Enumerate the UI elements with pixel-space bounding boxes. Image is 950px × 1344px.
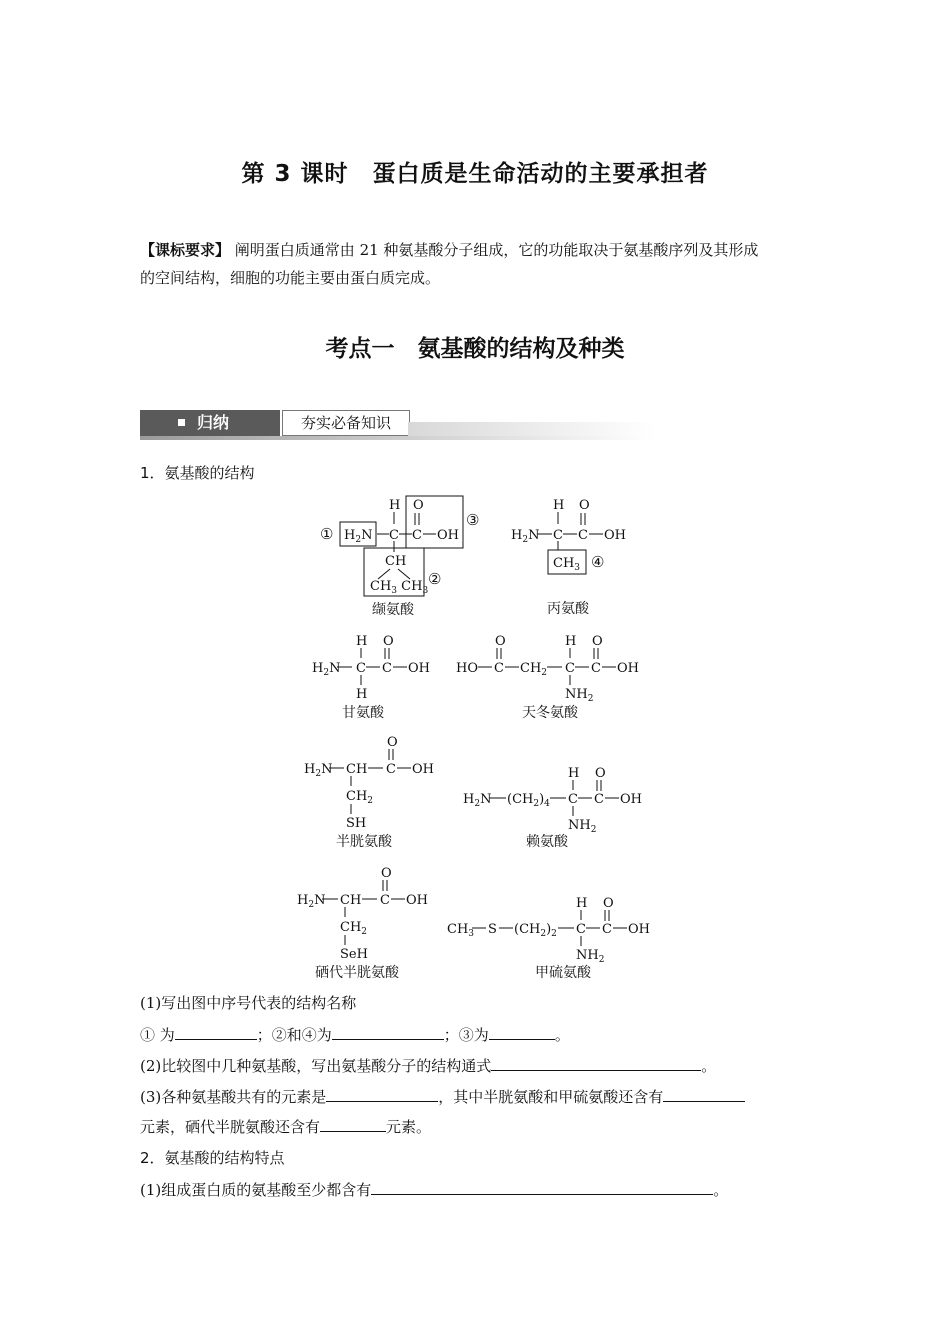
page-title: 第 3 课时 蛋白质是生命活动的主要承担者 bbox=[241, 161, 709, 187]
svg-text:CH3 CH3: $CH_3$ $CH_3$ bbox=[370, 579, 429, 596]
svg-text:OH: OH bbox=[406, 893, 428, 908]
svg-text:O: O bbox=[413, 498, 424, 513]
question-2 bbox=[140, 1056, 716, 1076]
svg-text:(CH2)4: $(CH_2)_4$ bbox=[507, 792, 550, 809]
requirement-text-line1: 阐明蛋白质通常由 21 种氨基酸分子组成，它的功能取决于氨基酸序列及其形成 bbox=[234, 241, 759, 259]
valine-structure bbox=[320, 496, 479, 618]
q1-label-b: ；②和④为 bbox=[256, 1026, 332, 1044]
svg-text:O: O bbox=[579, 498, 590, 513]
marker-3: ③ bbox=[466, 511, 480, 529]
aspartate-structure bbox=[456, 634, 639, 721]
section-2-heading: 2．氨基酸的结构特点 bbox=[140, 1149, 285, 1167]
blank-8[interactable] bbox=[371, 1180, 713, 1195]
svg-text:O: O bbox=[381, 866, 392, 881]
banner-dark-label: 归纳 bbox=[197, 413, 230, 432]
svg-text:H: H bbox=[389, 498, 401, 513]
section-1-heading: 1．氨基酸的结构 bbox=[140, 464, 255, 482]
marker-1: ① bbox=[320, 525, 334, 543]
svg-text:NH2: $NH_2$ bbox=[568, 818, 597, 835]
blank-1[interactable] bbox=[175, 1025, 257, 1040]
aspartate-caption: 天冬氨酸 bbox=[522, 705, 578, 721]
svg-text:C: C bbox=[494, 661, 504, 676]
svg-text:O: O bbox=[495, 634, 506, 649]
svg-text:C: C bbox=[565, 661, 575, 676]
q3-label: (3)各种氨基酸共有的元素是 bbox=[140, 1088, 327, 1106]
svg-text:H: H bbox=[356, 634, 368, 649]
svg-text:H: H bbox=[356, 687, 368, 702]
question-3-line2 bbox=[140, 1117, 431, 1137]
svg-text:O: O bbox=[387, 735, 398, 750]
banner-light-label: 夯实必备知识 bbox=[282, 410, 410, 436]
curriculum-requirement bbox=[140, 236, 820, 292]
svg-text:H: H bbox=[565, 634, 577, 649]
svg-text:O: O bbox=[603, 896, 614, 911]
svg-text:SH: SH bbox=[346, 816, 367, 831]
blank-3[interactable] bbox=[489, 1025, 555, 1040]
svg-text:H2N: $H_2N$ bbox=[344, 528, 373, 545]
svg-text:HO: HO bbox=[456, 661, 478, 676]
q1-label-a: ① 为 bbox=[140, 1026, 175, 1044]
q1-label-c: ；③为 bbox=[443, 1026, 489, 1044]
svg-text:CH3: $CH_3$ bbox=[553, 556, 581, 573]
alanine-caption: 丙氨酸 bbox=[547, 601, 589, 617]
selenocysteine-caption: 硒代半胱氨酸 bbox=[315, 965, 399, 981]
svg-text:H: H bbox=[576, 896, 588, 911]
svg-text:C: C bbox=[382, 661, 392, 676]
requirement-label: 【课标要求】 bbox=[140, 241, 231, 259]
valine-caption: 缬氨酸 bbox=[372, 602, 414, 618]
svg-text:OH: OH bbox=[437, 528, 459, 543]
svg-text:CH: CH bbox=[346, 762, 368, 777]
q1-end: 。 bbox=[554, 1026, 570, 1044]
svg-text:CH2: $CH_2$ bbox=[520, 661, 548, 678]
svg-text:O: O bbox=[592, 634, 603, 649]
s2-q1-end: 。 bbox=[713, 1181, 729, 1199]
q3-label-b: ，其中半胱氨酸和甲硫氨酸还含有 bbox=[438, 1088, 664, 1106]
svg-text:O: O bbox=[595, 766, 606, 781]
svg-text:(CH2)2: $(CH_2)_2$ bbox=[514, 922, 557, 939]
svg-text:CH3: $CH_3$ bbox=[447, 922, 475, 939]
q2-label: (2)比较图中几种氨基酸，写出氨基酸分子的结构通式 bbox=[140, 1057, 492, 1075]
svg-text:CH: CH bbox=[385, 554, 407, 569]
marker-4: ④ bbox=[591, 553, 605, 571]
svg-text:C: C bbox=[594, 792, 604, 807]
cysteine-structure bbox=[304, 735, 434, 850]
methionine-structure bbox=[447, 896, 650, 981]
svg-text:H2N: $H_2N$ bbox=[463, 792, 492, 809]
methionine-caption: 甲硫氨酸 bbox=[535, 965, 591, 981]
svg-text:C: C bbox=[389, 528, 399, 543]
svg-text:CH2: $CH_2$ bbox=[346, 789, 374, 806]
svg-text:C: C bbox=[412, 528, 422, 543]
svg-text:OH: OH bbox=[628, 922, 650, 937]
question-1-answers bbox=[140, 1025, 570, 1045]
q3-line2-label: 元素，硒代半胱氨酸还含有 bbox=[140, 1118, 321, 1136]
square-icon bbox=[178, 419, 185, 426]
svg-text:C: C bbox=[578, 528, 588, 543]
q3-line2-end: 元素。 bbox=[386, 1118, 432, 1136]
question-3 bbox=[140, 1087, 745, 1107]
glycine-caption: 甘氨酸 bbox=[342, 705, 384, 721]
svg-text:H2N: $H_2N$ bbox=[297, 893, 326, 910]
svg-text:C: C bbox=[576, 922, 586, 937]
svg-text:OH: OH bbox=[412, 762, 434, 777]
requirement-text-line2: 的空间结构，细胞的功能主要由蛋白质完成。 bbox=[140, 269, 441, 287]
banner-dark-tab bbox=[140, 410, 280, 436]
blank-6[interactable] bbox=[663, 1087, 745, 1102]
svg-text:H2N: $H_2N$ bbox=[312, 661, 341, 678]
svg-text:H: H bbox=[553, 498, 565, 513]
section-2-question-1 bbox=[140, 1180, 728, 1200]
question-1: (1)写出图中序号代表的结构名称 bbox=[140, 994, 357, 1012]
svg-text:C: C bbox=[380, 893, 390, 908]
lysine-caption: 赖氨酸 bbox=[526, 834, 568, 850]
glycine-structure bbox=[312, 634, 430, 721]
banner-underline bbox=[140, 436, 656, 440]
svg-text:S: S bbox=[488, 922, 497, 937]
svg-text:CH: CH bbox=[340, 893, 362, 908]
svg-text:C: C bbox=[591, 661, 601, 676]
svg-text:SeH: SeH bbox=[340, 947, 368, 962]
svg-text:C: C bbox=[553, 528, 563, 543]
svg-text:OH: OH bbox=[617, 661, 639, 676]
svg-text:O: O bbox=[383, 634, 394, 649]
svg-text:C: C bbox=[386, 762, 396, 777]
svg-text:CH2: $CH_2$ bbox=[340, 920, 368, 937]
svg-text:OH: OH bbox=[408, 661, 430, 676]
blank-7[interactable] bbox=[320, 1117, 386, 1132]
blank-2[interactable] bbox=[332, 1025, 444, 1040]
blank-4[interactable] bbox=[491, 1056, 701, 1071]
svg-text:C: C bbox=[356, 661, 366, 676]
cysteine-caption: 半胱氨酸 bbox=[336, 834, 392, 850]
banner-fade bbox=[408, 422, 656, 436]
section-heading: 考点一 氨基酸的结构及种类 bbox=[325, 336, 625, 362]
alanine-structure bbox=[511, 498, 626, 617]
svg-text:NH2: $NH_2$ bbox=[576, 948, 605, 965]
summary-banner bbox=[140, 408, 516, 440]
q2-end: 。 bbox=[701, 1057, 717, 1075]
blank-5[interactable] bbox=[326, 1087, 438, 1102]
marker-2: ② bbox=[428, 570, 442, 588]
s2-q1-label: (1)组成蛋白质的氨基酸至少都含有 bbox=[140, 1181, 372, 1199]
svg-text:NH2: $NH_2$ bbox=[565, 687, 594, 704]
svg-text:OH: OH bbox=[604, 528, 626, 543]
svg-text:OH: OH bbox=[620, 792, 642, 807]
svg-text:H: H bbox=[568, 766, 580, 781]
svg-text:H2N: $H_2N$ bbox=[511, 528, 540, 545]
svg-text:C: C bbox=[568, 792, 578, 807]
svg-text:H2N: $H_2N$ bbox=[304, 762, 333, 779]
svg-text:C: C bbox=[602, 922, 612, 937]
selenocysteine-structure bbox=[297, 866, 428, 981]
amino-acid-structures bbox=[0, 480, 950, 985]
lysine-structure bbox=[463, 766, 642, 850]
